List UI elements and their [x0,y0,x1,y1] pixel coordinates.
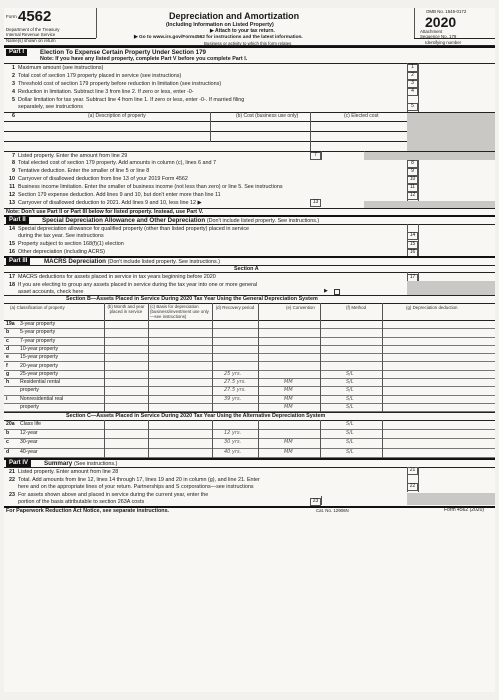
method: S/L [346,395,354,402]
attachment-label: Attachment [420,29,443,34]
method: S/L [346,370,354,377]
macrs-row [4,430,495,439]
convention: MM [284,439,293,446]
line-9: 9 Tentative deduction. Enter the smaller of line 5 or line 8 9 [4,168,495,177]
section-b: Section B—Assets Placed in Service During 2020 Tax Year Using the General Depreciation System [66,296,318,302]
row-classification: 7-year property [20,337,56,344]
identifying-number-label: Identifying number [425,40,462,45]
convention: MM [284,448,293,455]
part1-title: Election To Expense Certain Property Under Section 179 [40,49,206,56]
omb-number: OMB No. 1545-0172 [426,9,467,14]
row-label: f [6,362,8,369]
row-label: 19a [6,321,15,327]
row-label: 20a [6,421,15,427]
names-shown-label: Name(s) shown on return [6,38,56,43]
row-classification: property [20,387,40,394]
irs-label: Internal Revenue Service [6,32,56,37]
macrs-row [4,354,495,362]
row-label: b [6,329,10,336]
row-classification: Residential rental [20,379,61,386]
method: S/L [346,379,354,386]
row-classification: 20-year property [20,362,59,369]
row-classification: 3-year property [20,321,56,327]
row-classification: 30-year [20,439,38,446]
part1-note2: Note: Don't use Part II or Part III below for listed property. Instead, use Part V. [6,209,204,215]
method: S/L [346,421,354,427]
line-5: 5 Dollar limitation for tax year. Subtract line 4 from line 1. If zero or less, enter -0-. If married filing separately, see instructions 5 [4,97,495,112]
macrs-row [4,421,495,430]
convention: MM [284,395,293,402]
row-classification: 15-year property [20,354,59,361]
goto-note: ▶ Go to www.irs.gov/Form4562 for instructions and the latest information. [134,35,303,40]
form-footer: Form 4562 (2020) [444,507,485,513]
attach-note: ▶ Attach to your tax return. [210,28,275,34]
recovery-period: 12 yrs. [224,430,242,437]
method: S/L [346,387,354,394]
macrs-row [4,439,495,448]
macrs-row [4,371,495,379]
convention: MM [284,379,293,386]
section-a: Section A [234,266,259,272]
row-classification: 40-year [20,448,38,455]
line-2: 2 Total cost of section 179 property placed in service (see instructions) 2 [4,73,495,82]
line-8: 8 Total elected cost of section 179 property. Add amounts in column (c), lines 6 and 7 8 [4,160,495,169]
row-classification: 10-year property [20,345,59,352]
line-1: 1 Maximum amount (see instructions) 1 [4,65,495,74]
row-label: c [6,337,9,344]
line-3: 3 Threshold cost of section 179 property before reduction in limitation (see instructions) 3 [4,81,495,90]
row-label: h [6,379,10,386]
method: S/L [346,439,354,446]
recovery-period: 27.5 yrs. [224,379,246,386]
macrs-row [4,338,495,346]
macrs-row [4,329,495,337]
part3-label: Part III [6,258,30,265]
line-4: 4 Reduction in limitation. Subtract line 3 from line 2. If zero or less, enter -0- 4 [4,89,495,98]
part4-title: Summary (See instructions.) [44,460,118,467]
method: S/L [346,448,354,455]
part1-label: Part I [6,49,27,56]
line-7: 7 Listed property. Enter the amount from line 29 7 [4,153,495,162]
macrs-row [4,363,495,371]
tax-year: 2020 [425,14,457,30]
form-number: 4562 [18,8,52,25]
row-classification: 5-year property [20,329,56,336]
paperwork-notice: For Paperwork Reduction Act Notice, see separate instructions. [6,508,170,514]
row-classification: Nonresidential real [20,395,64,402]
row-classification: 25-year property [20,370,59,377]
line-11: 11 Business income limitation. Enter the smaller of business income (not less than zero) or line 5. See instructions 11 [4,184,495,193]
macrs-row [4,387,495,395]
form-title: Depreciation and Amortization [169,11,300,21]
macrs-row [4,396,495,404]
method: S/L [346,404,354,410]
line-6-header: 6 (a) Description of property (b) Cost (business use only) (c) Elected cost [12,113,379,119]
section-c: Section C—Assets Placed in Service During 2020 Tax Year Using the Alternative Depreciation System [66,413,326,419]
row-label: g [6,370,10,377]
row-label: i [6,395,8,402]
form-4562-page: Form 4562 Department of the Treasury Internal Revenue Service Name(s) shown on return Depreciation and Amortization (Including Information on Listed Property) ▶ Attach to your tax return. ▶ Go to www.irs.gov/Form4562 for instructions and the latest information. Business or activity to which this form relates OMB No. 1545-0172 2020 Attachment Sequence No. 179 Identifying number Part I Election To Expense Certain Property Under Section 179 Note: If you have any listed property, complete Part V before you complete Part I. 1 Maximum amount (see instructions) 1 2 Total cost of section 179 property placed in service (see instructions) 2 3 Threshold cost of section 179 property before reduction in limitation (see instructions) 3 4 Reduction in limitation. Subtract line 3 from line 2. If zero or less, enter -0- 4 5 Dollar limitation for tax year. Subtract line 4 from line 1. If zero or less, enter -0-. If married filing separately, see instructions 5 6 (a) Description of property (b) Cost (business use only) (c) Elected cost 7 Listed property. Enter the amount from line 29 7 8 Total elected cost of section 179 property. Add amounts in column (c), lines 6 and 7 8 9 Tentative deduction. Enter the smaller of line 5 or line 8 9 10 Carryover of disallowed deduction from line 13 of your 2019 Form 4562 10 11 Business income limitation. Enter the smaller of business income (not less than zero) or line 5. See instructions 11 12 Section 179 expense deduction. Add lines 9 and 10, but don't enter more than line 11 12 13 Carryover of disallowed deduction to 2021. Add lines 9 and 10, less line 12 ▶ 13 Note: Don't use Part II or Part III below for listed property. Instead, use Part V. Part II Special Depreciation Allowance and Other Depreciation (Don't include listed property. See instructions.) 14 Special depreciation allowance for qualified property (other than listed property) placed in service during the tax year. See instructions 14 15 Property subject to section 168(f)(1) election 15 16 Other depreciation (including ACRS) 16 Part III MACRS Depreciation (Don't include listed property. See instructions.) Section A 17 MACRS deductions for assets placed in service in tax years beginning before 2020 17 18 If you are electing to group any assets placed in service during the tax year into one or more general asset accounts, check here ▶ Section B—Assets Placed in Service During 2020 Tax Year Using the General Depreciation System (a) Classification of property (b) Month and year placed in service (c) Basis for depreciation (business/investment use only—see instructions) (d) Recovery period (e) Convention (f) Method (g) Depreciation deduction 19a 3-year property b 5-year property c 7-year property d 10-year property e 15-year property f 20-year property g 25-year property 25 yrs. S/L h Residential rental 27.5 yrs. MM S/L property 27.5 yrs. MM S/L i Nonresidential real 39 yrs. MM S/L property MM S/L Section C—Assets Placed in Service During 2020 Tax Year Using the Alternative Depreciation System 20a Class life S/L b 12-year 12 yrs. S/L c 30-year 30 yrs. MM S/L d 40-year 40 yrs. MM S/L Part IV Summary (See instructions.) 21 Listed property. Enter amount from line 28 21 22 Total. Add amounts from line 12, lines 14 through 17, lines 19 and 20 in column (g), and line 21. Enter here and on the appropriate lines of your return. Partnerships and S corporations—see instructions 22 23 For assets shown above and placed in service during the current year, enter the portion of the basis attributable to section 263A costs 23 For Paperwork Reduction Act Notice, see separate instructions. Cat. No. 12906N Form 4562 (2020) [4,8,495,692]
form-subtitle: (Including Information on Listed Property) [166,22,274,28]
line-10: 10 Carryover of disallowed deduction from line 13 of your 2019 Form 4562 10 [4,176,495,185]
recovery-period: 30 yrs. [224,439,242,446]
sequence-number: Sequence No. 179 [420,34,457,39]
convention: MM [284,387,293,394]
row-classification: property [20,404,40,410]
row-classification: 12-year [20,430,38,437]
recovery-period: 27.5 yrs. [224,387,246,394]
part4-label: Part IV [6,460,31,467]
part2-label: Part II [6,217,29,224]
form-prefix: Form [6,14,17,19]
row-label: e [6,354,9,361]
macrs-row [4,321,495,329]
method: S/L [346,430,354,437]
convention: MM [284,404,293,410]
recovery-period: 25 yrs. [224,370,242,377]
part1-note: Note: If you have any listed property, complete Part V before you complete Part I. [40,56,248,62]
macrs-row [4,346,495,354]
part3-title: MACRS Depreciation (Don't include listed property. See instructions.) [44,258,221,265]
line-12: 12 Section 179 expense deduction. Add lines 9 and 10, but don't enter more than line 11 12 [4,192,495,201]
macrs-row [4,379,495,387]
part2-title: Special Depreciation Allowance and Other Depreciation (Don't include listed property. See instructions.) [42,217,320,224]
recovery-period: 39 yrs. [224,395,242,402]
row-label: c [6,439,9,446]
dept-treasury: Department of the Treasury [6,27,60,32]
row-label: b [6,430,10,437]
macrs-row [4,449,495,458]
row-label: d [6,448,10,455]
cat-number: Cat. No. 12906N [316,508,349,513]
row-classification: Class life [20,421,42,427]
business-label: Business or activity to which this form relates [204,41,292,46]
recovery-period: 40 yrs. [224,448,242,455]
line-13: 13 Carryover of disallowed deduction to 2021. Add lines 9 and 10, less line 12 ▶ 13 [4,200,495,209]
row-label: d [6,345,10,352]
